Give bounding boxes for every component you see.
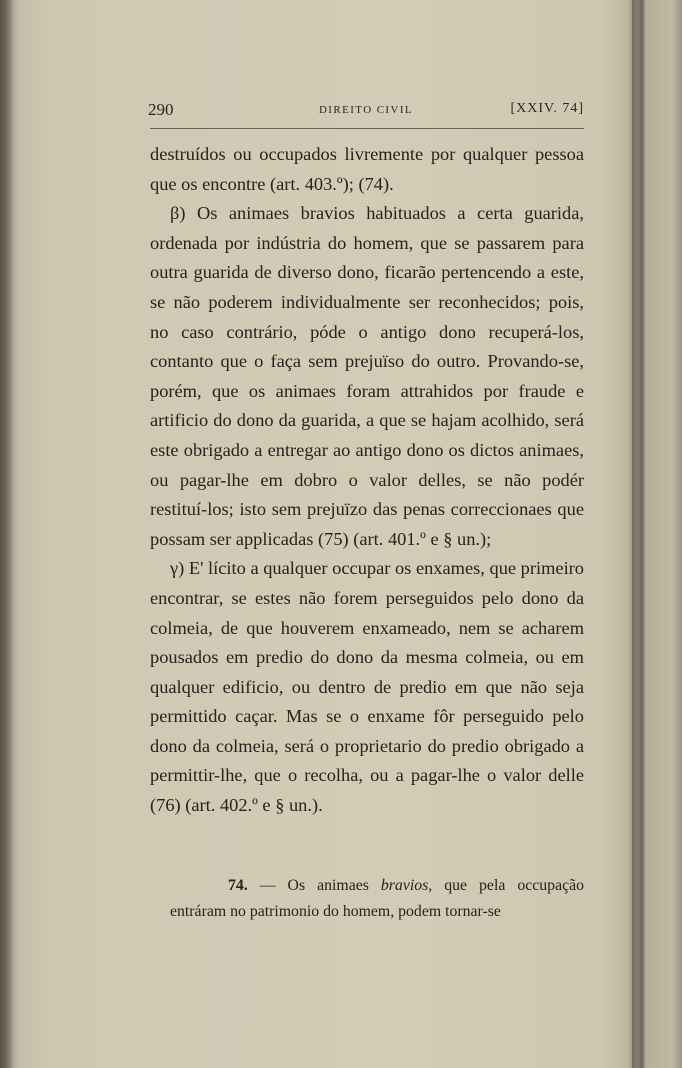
footnote-emphasis: bravios, — [380, 877, 433, 894]
footnote — [170, 873, 584, 925]
next-page-edge — [632, 0, 638, 1068]
footnote-number: 74. — [228, 877, 248, 894]
page-number: 290 — [148, 100, 174, 119]
footnote-text: que pela occupação entráram no patrimonio do homem, podem tornar-se — [170, 877, 584, 920]
body-paragraph: β) Os animaes bravios habituados a certa guarida, ordenada por indústria do homem, que se passarem para outra guarida de diverso dono, ficarão pertencendo a este, se não poderem individualmente ser reconhecidos; pois, no caso contrário, póde o antigo dono recuperá-los, contanto que o faça sem prejuïso do outro. Provando-se, porém, que os animaes foram attrahidos por fraude e artificio do dono da guarida, a que se hajam acolhido, será este obrigado a entregar ao antigo dono os dictos animaes, ou pagar-lhe em dobro o valor delles, se não podér restituí-los; isto sem prejuïzo das penas correccionaes que possam ser applicadas (75) (art. 401.º e § un.); — [150, 203, 584, 549]
header-rule — [150, 128, 584, 129]
footnote-paragraph — [170, 873, 584, 925]
section-reference: [XXIV. 74] — [510, 101, 584, 116]
footnote-dash: — Os animaes — [247, 877, 381, 894]
running-title: DIREITO CIVIL — [318, 104, 414, 116]
body-paragraph: destruídos ou occupados livremente por qualquer pessoa que os encontre (art. 403.º); (74). — [150, 144, 584, 194]
running-header — [148, 100, 584, 124]
body-paragraph: γ) E' lícito a qualquer occupar os enxames, que primeiro encontrar, se estes não forem perseguidos pelo dono da colmeia, de que houverem enxameado, nem se acharem pousados em predio do dono da mesma colmeia, ou em qualquer edificio, ou dentro de predio em que não seja permittido caçar. Mas se o enxame fôr perseguido pelo dono da colmeia, será o proprietario do predio obrigado a permittir-lhe, que o recolha, ou a pagar-lhe o valor delle (76) (art. 402.º e § un.). — [150, 558, 584, 816]
body-text — [150, 140, 584, 821]
